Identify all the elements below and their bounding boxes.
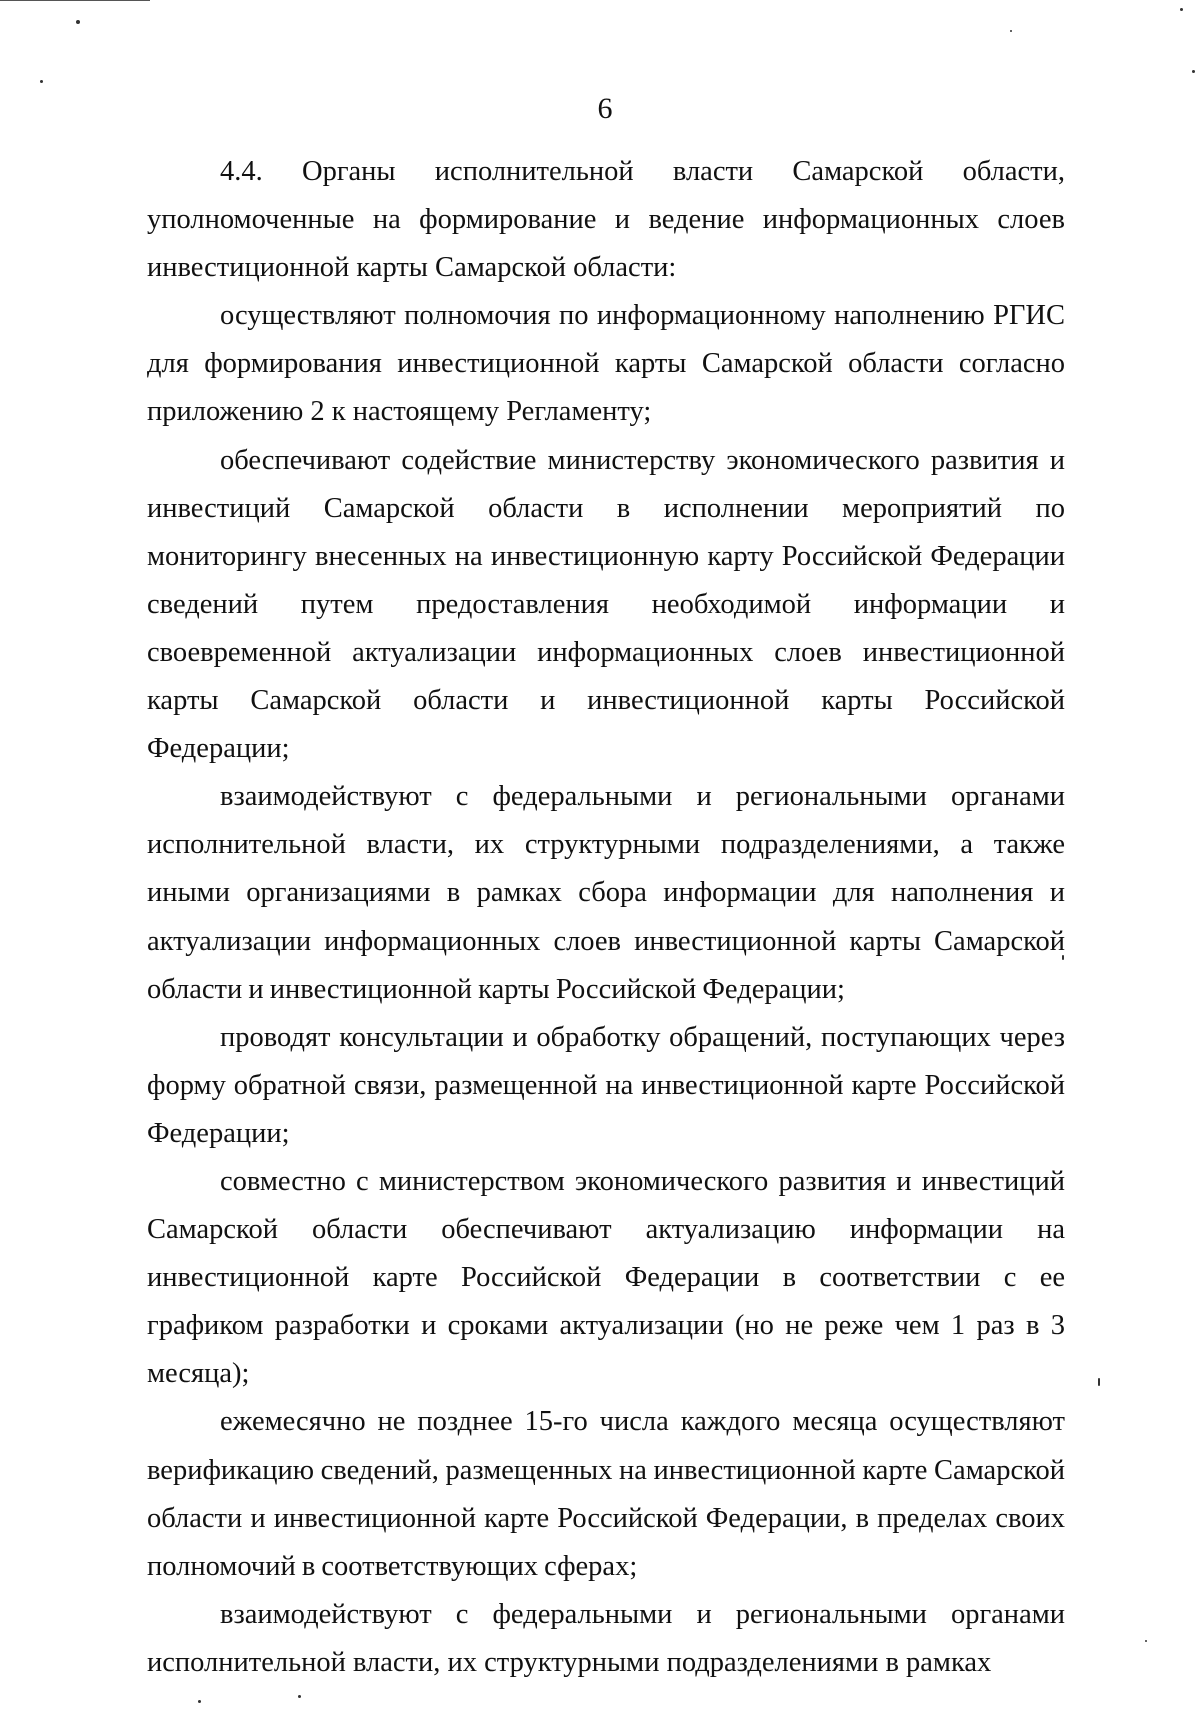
document-body — [147, 148, 1065, 1687]
scan-speck — [76, 20, 80, 24]
paragraph-consultations: проводят консультации и обработку обращений, поступающих через форму обратной связи, размещенной на инвестиционной карте Российской Федерации; — [147, 1021, 1065, 1149]
scan-speck — [40, 80, 43, 83]
scan-speck — [1010, 30, 1012, 32]
scan-speck — [1192, 70, 1195, 73]
scan-speck — [1145, 1640, 1147, 1642]
page-number: 6 — [597, 92, 613, 125]
scan-speck — [1098, 1378, 1100, 1386]
scan-speck — [1180, 8, 1183, 11]
paragraph-powers: осуществляют полномочия по информационному наполнению РГИС для формирования инвестиционной карты Самарской области согласно приложению 2 к настоящему Регламенту; — [147, 300, 1065, 428]
scan-speck — [298, 1695, 301, 1698]
scan-edge-line — [0, 0, 150, 1]
paragraph-4-4-intro: 4.4. Органы исполнительной власти Самарской области, уполномоченные на формирование и ведение информационных слоев инвестиционной карты Самарской области: — [147, 156, 1065, 284]
paragraph-verification: ежемесячно не позднее 15-го числа каждого месяца осуществляют верификацию сведений, размещенных на инвестиционной карте Самарской области и инвестиционной карте Российской Федерации, в пределах своих полномочий в соответствующих сферах; — [147, 1406, 1065, 1582]
paragraph-interaction-continued: взаимодействуют с федеральными и региональными органами исполнительной власти, их структурными подразделениями в рамках — [147, 1598, 1065, 1678]
paragraph-interaction: взаимодействуют с федеральными и региональными органами исполнительной власти, их структурными подразделениями, а также иными организациями в рамках сбора информации для наполнения и актуализации информационных слоев инвестиционной карты Самарской области и инвестиционной карты Российской Федерации; — [147, 781, 1065, 1005]
paragraph-assistance: обеспечивают содействие министерству экономического развития и инвестиций Самарской области в исполнении мероприятий по мониторингу внесенных на инвестиционную карту Российской Федерации сведений путем предоставления необходимой информации и своевременной актуализации информационных слоев инвестиционной карты Самарской области и инвестиционной карты Российской Федерации; — [147, 444, 1065, 765]
scan-speck — [198, 1700, 201, 1703]
paragraph-joint-update: совместно с министерством экономического развития и инвестиций Самарской области обеспечивают актуализацию информации на инвестиционной карте Российской Федерации в соответствии с ее графиком разработки и сроками актуализации (но не реже чем 1 раз в 3 месяца); — [147, 1165, 1065, 1390]
